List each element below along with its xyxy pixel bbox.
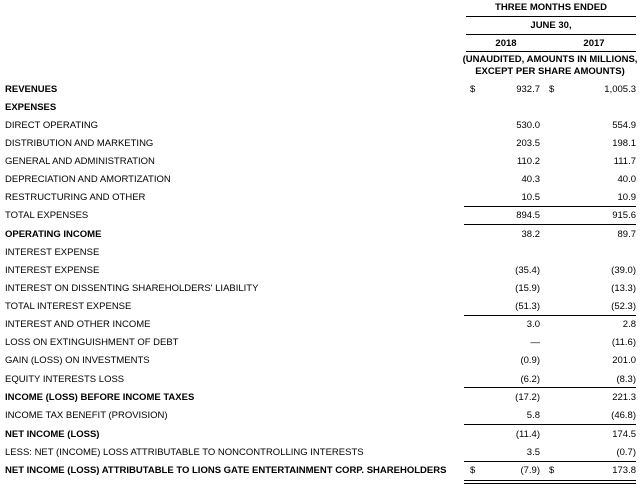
- value-2018: 894.5: [516, 210, 540, 221]
- table-row: [0, 298, 640, 316]
- year-2017-header: 2017: [583, 38, 605, 49]
- year-2018-header: 2018: [495, 38, 517, 49]
- row-label: GAIN (LOSS) ON INVESTMENTS: [5, 355, 150, 366]
- value-2018: (7.9): [520, 465, 540, 476]
- total-rule: [464, 224, 636, 225]
- period-date-header: JUNE 30,: [530, 20, 572, 31]
- value-2018: —: [530, 337, 540, 348]
- total-rule: [464, 483, 636, 484]
- row-label: INTEREST AND OTHER INCOME: [5, 319, 151, 330]
- table-row: [0, 135, 640, 153]
- value-2018: 932.7: [516, 84, 540, 95]
- units-note-line2: EXCEPT PER SHARE AMOUNTS): [475, 66, 625, 77]
- value-2017: 554.9: [612, 120, 636, 131]
- table-row: [0, 262, 640, 280]
- table-row: [0, 81, 640, 99]
- total-rule: [464, 461, 636, 462]
- value-2018: (0.9): [520, 355, 540, 366]
- value-2017: (13.3): [611, 283, 636, 294]
- row-label: OPERATING INCOME: [5, 229, 102, 240]
- row-label: REVENUES: [5, 84, 58, 95]
- value-2018: (51.3): [515, 301, 540, 312]
- table-row: [0, 99, 640, 117]
- period-header: THREE MONTHS ENDED: [495, 2, 607, 13]
- table-row: [0, 207, 640, 225]
- total-rule: [464, 480, 636, 481]
- value-2018: 10.5: [521, 192, 540, 203]
- value-2017: (46.8): [611, 410, 636, 421]
- row-label: INTEREST ON DISSENTING SHAREHOLDERS' LIABILITY: [5, 283, 259, 294]
- total-rule: [464, 387, 636, 388]
- currency-symbol-2017: $: [549, 84, 555, 95]
- total-rule: [464, 206, 636, 207]
- value-2017: (11.6): [611, 337, 636, 348]
- table-row: [0, 426, 640, 444]
- value-2018: (11.4): [515, 429, 540, 440]
- value-2017: 915.6: [612, 210, 636, 221]
- value-2017: 198.1: [612, 138, 636, 149]
- value-2018: 5.8: [526, 410, 540, 421]
- row-label: INTEREST EXPENSE: [5, 265, 100, 276]
- value-2018: (35.4): [515, 265, 540, 276]
- table-row: [0, 316, 640, 334]
- row-label: LOSS ON EXTINGUISHMENT OF DEBT: [5, 337, 179, 348]
- value-2018: 3.0: [526, 319, 540, 330]
- table-row: [0, 171, 640, 189]
- value-2017: (0.7): [616, 447, 636, 458]
- value-2017: (52.3): [611, 301, 636, 312]
- row-label: NET INCOME (LOSS) ATTRIBUTABLE TO LIONS GATE ENTERTAINMENT CORP. SHAREHOLDERS: [5, 465, 447, 476]
- header-rule: [466, 51, 636, 52]
- value-2017: 201.0: [612, 355, 636, 366]
- value-2017: 221.3: [612, 392, 636, 403]
- row-label: NET INCOME (LOSS): [5, 429, 100, 440]
- value-2017: (8.3): [616, 374, 636, 385]
- table-row: [0, 352, 640, 370]
- value-2018: 3.5: [526, 447, 540, 458]
- row-label: DISTRIBUTION AND MARKETING: [5, 138, 154, 149]
- table-row: [0, 117, 640, 135]
- value-2018: (6.2): [520, 374, 540, 385]
- row-label: LESS: NET (INCOME) LOSS ATTRIBUTABLE TO NONCONTROLLING INTERESTS: [5, 447, 364, 458]
- value-2018: 110.2: [516, 156, 540, 167]
- currency-symbol-2018: $: [470, 84, 476, 95]
- value-2017: 89.7: [617, 229, 636, 240]
- currency-symbol-2017: $: [549, 465, 555, 476]
- value-2017: 111.7: [613, 156, 636, 167]
- row-label: DEPRECIATION AND AMORTIZATION: [5, 174, 171, 185]
- row-label: TOTAL INTEREST EXPENSE: [5, 301, 132, 312]
- table-row: [0, 389, 640, 407]
- value-2018: 530.0: [516, 120, 540, 131]
- value-2017: 10.9: [617, 192, 636, 203]
- table-row: [0, 280, 640, 298]
- table-row: [0, 244, 640, 262]
- value-2018: 38.2: [521, 229, 540, 240]
- row-label: INCOME TAX BENEFIT (PROVISION): [5, 410, 168, 421]
- total-rule: [464, 424, 636, 425]
- table-row: [0, 462, 640, 480]
- table-row: [0, 226, 640, 244]
- value-2018: 40.3: [521, 174, 540, 185]
- row-label: INCOME (LOSS) BEFORE INCOME TAXES: [5, 392, 195, 403]
- row-label: RESTRUCTURING AND OTHER: [5, 192, 146, 203]
- table-row: [0, 153, 640, 171]
- total-rule: [464, 315, 636, 316]
- value-2017: 2.8: [622, 319, 636, 330]
- value-2017: 174.5: [612, 429, 636, 440]
- table-row: [0, 407, 640, 425]
- header-rule: [466, 34, 636, 35]
- header-rule: [466, 16, 636, 17]
- table-row: [0, 189, 640, 207]
- row-label: INTEREST EXPENSE: [5, 247, 100, 258]
- row-label: EQUITY INTERESTS LOSS: [5, 374, 125, 385]
- value-2018: (15.9): [515, 283, 540, 294]
- value-2017: (39.0): [611, 265, 636, 276]
- units-note: [460, 54, 640, 78]
- units-note-line1: (UNAUDITED, AMOUNTS IN MILLIONS,: [462, 54, 638, 65]
- row-label: EXPENSES: [5, 102, 57, 113]
- value-2017: 173.8: [612, 465, 636, 476]
- table-row: [0, 444, 640, 462]
- row-label: TOTAL EXPENSES: [5, 210, 89, 221]
- row-label: DIRECT OPERATING: [5, 120, 99, 131]
- currency-symbol-2018: $: [470, 465, 476, 476]
- value-2017: 1,005.3: [604, 84, 636, 95]
- row-label: GENERAL AND ADMINISTRATION: [5, 156, 155, 167]
- value-2017: 40.0: [617, 174, 636, 185]
- value-2018: 203.5: [516, 138, 540, 149]
- table-row: [0, 334, 640, 352]
- value-2018: (17.2): [515, 392, 540, 403]
